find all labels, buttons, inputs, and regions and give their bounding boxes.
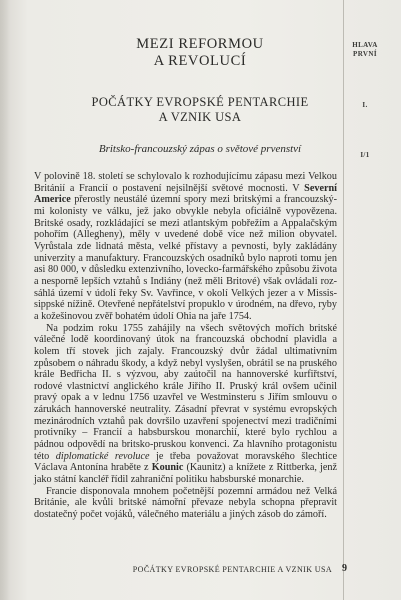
paragraph-2-text-a: Na podzim roku 1755 zahájily na všech světových mořích britské válečné lodě koordinovaný útok na francouzská obchodní plavidla a kolem tří stovek jich zajaly. Francouzský dvůr žádal ultimativním způsobem o náhradu škody, a když nebyl vyslyšen, obrátil se na pruského krále Bedřicha II. s výzvou, aby zaútočil na hannoverské kurfiřtství, rodové vlastnictví anglického krále Jiřího II. Pruský král ovšem učinil pravý opak a v lednu 1756 uzavřel ve Westminsteru s Jiřím smlouvu o zárukách hannoverské neutrality. Zásadní převrat v systému evropských mezinárodních vztahů pak dovršilo uzavření spojenectví mezi tradičními protivníky – Francií a habsburskou monarchií, které bylo rychlou a pádnou odpovědí na britsko-pruskou konvenci. Za hlavního protagonistu této <box>34 322 337 462</box>
chapter-title-line1: MEZI REFORMOU <box>136 36 264 52</box>
side-label-prvni: PRVNÍ <box>353 50 377 58</box>
section-subtitle: Britsko-francouzský zápas o světové prvenství <box>98 143 302 155</box>
margin-rule <box>343 0 344 600</box>
paragraph-3: Francie disponovala mnohem početnější pozemní armádou než Velká Británie, ale kvůli britské námořní převaze nebyla schopna přepravit dostatečný počet vojáků, válečného materiálu a jiných zásob do zámoří. <box>34 485 337 521</box>
chapter-title <box>60 36 340 70</box>
bold-term-severni-amerika: Severní Americe <box>34 182 337 206</box>
section-title <box>60 95 340 125</box>
bold-term-kounic: Kounic <box>151 462 184 474</box>
body-text <box>34 171 337 521</box>
side-label-hlava: HLAVA <box>352 41 378 49</box>
page-spine-shadow <box>0 0 10 600</box>
running-footer: POČÁTKY EVROPSKÉ PENTARCHIE A VZNIK USA <box>132 565 332 574</box>
section-title-line1: POČÁTKY EVROPSKÉ PENTARCHIE <box>91 95 309 109</box>
paragraph-1-text-b: přerostly neustálé územní spory mezi britskými a francouzskými kolonisty ve válku, jež jako obvykle nebyla oficiálně vypovězena. Britské osady, rozkládající se mezi atlantským pobřežím a Appalačským pohořím (Allegheny), měly v uvedené době více než milion obyvatel. Vyrůstala zde lidnatá města, velké přístavy a pevnosti, byly zakládány univerzity a manufaktury. Francouzských osadníků bylo naproti tomu jen asi 80 000, v důsledku extenzivního, lovecko-farmářského způsobu života a nesporně lepších vztahů s Indiány (než měli Britové) však ovládali rozsáhlá území v údolí řeky Sv. Vavřince, v okolí Velkých jezer a v Mississippské nížině. Otevřené nepřátelství propuklo v úrodném, na dřevo, ryby a kožešinovou zvěř bohatém údolí Ohia na jaře 1754. <box>34 194 337 322</box>
paragraph-1 <box>34 171 337 323</box>
side-label-ref: I/1 <box>360 151 370 159</box>
paragraph-2 <box>34 323 337 486</box>
paragraph-2-text-b: je třeba považovat moravského šlechtice Václava Antonína hraběte z <box>34 450 337 474</box>
italic-term-diplomaticke-revoluce: diplomatické revoluce <box>55 450 150 462</box>
paragraph-2-text-c: (Kaunitz) a knížete z Rittberka, jenž jako státní kancléř řídil zahraniční politiku habsburské monarchie. <box>34 462 337 486</box>
side-label-roman: I. <box>362 101 368 109</box>
page-number: 9 <box>342 563 347 574</box>
chapter-title-line2: A REVOLUCÍ <box>153 53 247 69</box>
paragraph-1-text-a: V polovině 18. století se schylovalo k rozhodujícímu zápasu mezi Velkou Británií a Francií o postavení nejsilnější světové mocnosti. V <box>34 171 337 194</box>
section-title-line2: A VZNIK USA <box>158 110 242 124</box>
